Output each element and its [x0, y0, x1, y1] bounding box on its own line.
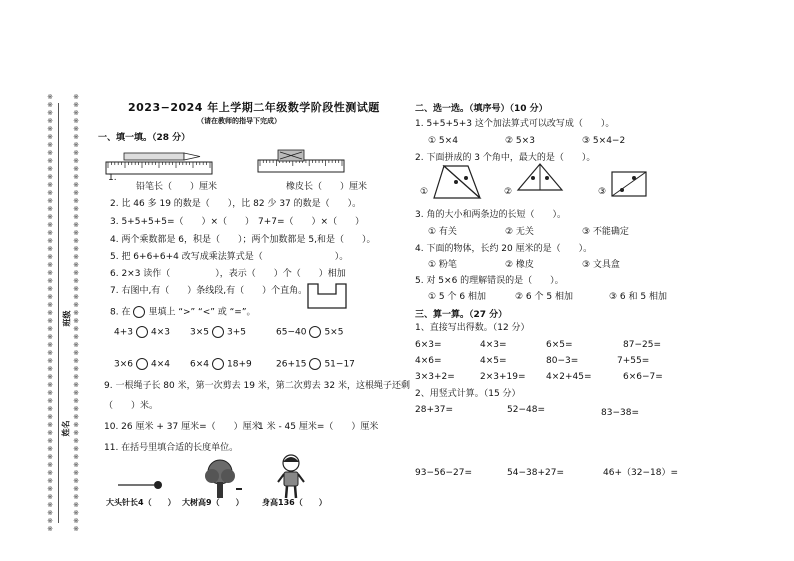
- choice-2-opt-1: ①: [420, 187, 429, 197]
- q8-item-6: 26+15 51−17: [276, 359, 355, 370]
- oral-3-4: 6×6−7=: [623, 372, 663, 382]
- q11-tree-label: 大树高9（ ）: [182, 498, 244, 507]
- q8-item-2: 3×5 3+5: [190, 327, 246, 338]
- pin-icon: [116, 478, 164, 492]
- q8-item-1: 4+3 4×3: [114, 327, 170, 338]
- q10-text-a: 10. 26 厘米 + 37 厘米=（ ）厘米: [104, 422, 261, 432]
- binding-x-column-right: ※※※※※※※※※※※※※※※※※※※※※※※※※※※※※※※※※※※※※※※※※※※※※※※※※※※※※※※: [73, 93, 79, 533]
- binding-x-column-left: ※※※※※※※※※※※※※※※※※※※※※※※※※※※※※※※※※※※※※※※※※※※※※※※※※※※※※※※: [47, 93, 53, 533]
- q7-shape-figure: [306, 280, 348, 310]
- choice-5-opt-1: ① 5 个 6 相加: [428, 292, 486, 302]
- compare-circle-icon: [136, 326, 148, 338]
- choice-3-opt-3: ③ 不能确定: [582, 227, 629, 237]
- q5-text: 5. 把 6+6+6+4 改写成乘法算式是（ ）。: [110, 252, 349, 262]
- choice-5-opt-3: ③ 6 和 5 相加: [609, 292, 667, 302]
- vertical-2: 52−48=: [507, 405, 545, 415]
- tree-icon: [200, 458, 246, 500]
- name-label: 姓名: [60, 420, 71, 437]
- q11-pin-label: 大头针长4（ ）: [106, 498, 176, 507]
- compare-circle-icon: [309, 358, 321, 370]
- binding-line: [58, 103, 59, 523]
- oral-2-3: 80−3=: [546, 356, 579, 366]
- oral-3-2: 2×3+19=: [480, 372, 526, 382]
- q8-item-5: 6×4 18+9: [190, 359, 252, 370]
- choice-1-opt-1: ① 5×4: [428, 136, 458, 146]
- q3-text-a: 3. 5+5+5+5=（ ）×（ ）: [110, 217, 255, 227]
- q8-item-4: 3×6 4×4: [114, 359, 170, 370]
- choice-1-text: 1. 5+5+5+3 这个加法算式可以改写成（ ）。: [415, 119, 615, 129]
- choice-1-opt-3: ③ 5×4−2: [582, 136, 626, 146]
- q4-text: 4. 两个乘数都是 6，积是（ ）；两个加数都是 5,和是（ ）。: [110, 235, 376, 245]
- q1-eraser-length: 橡皮长（ ）厘米: [286, 182, 368, 192]
- q10-text-b: 1 米 - 45 厘米=（ ）厘米: [258, 422, 379, 432]
- q1-number: 1.: [108, 173, 117, 183]
- boy-icon: [276, 454, 306, 500]
- calc-2-heading: 2、用竖式计算。（15 分）: [415, 389, 521, 399]
- exam-subtitle: （请在教师的指导下完成）: [197, 117, 281, 125]
- choice-4-opt-3: ③ 文具盒: [582, 260, 620, 270]
- q6-text: 6. 2×3 读作（ ），表示（ ）个（ ）相加: [110, 269, 346, 279]
- binding-margin: [44, 93, 90, 533]
- choice-1-opt-2: ② 5×3: [505, 136, 535, 146]
- q3-text-b: 7+7=（ ）×（ ）: [258, 217, 365, 227]
- angle-figure-1: [432, 164, 482, 200]
- vertical-6: 46+（32−18）=: [603, 468, 678, 478]
- oral-1-1: 6×3=: [415, 340, 442, 350]
- pencil-ruler-figure: [104, 146, 216, 176]
- angle-figure-2: [516, 162, 564, 192]
- choice-4-opt-2: ② 橡皮: [505, 260, 534, 270]
- q1-pencil-length: 铅笔长（ ）厘米: [136, 182, 218, 192]
- compare-circle-icon: [136, 358, 148, 370]
- q8-prefix: 8. 在: [110, 307, 131, 318]
- q2-text: 2. 比 46 多 19 的数是（ ），比 82 少 37 的数是（ ）。: [110, 199, 362, 209]
- compare-circle-icon: [133, 306, 145, 318]
- eraser-ruler-figure: [256, 150, 348, 176]
- compare-circle-icon: [212, 326, 224, 338]
- section-3-heading: 三、算一算。（27 分）: [415, 310, 508, 320]
- choice-3-opt-2: ② 无关: [505, 227, 534, 237]
- angle-figure-3: [610, 170, 648, 198]
- oral-2-4: 7+55=: [617, 356, 650, 366]
- q11-text: 11. 在括号里填合适的长度单位。: [104, 443, 239, 453]
- choice-2-text: 2. 下面拼成的 3 个角中，最大的是（ ）。: [415, 153, 596, 163]
- section-2-heading: 二、选一选。（填序号）（10 分）: [415, 104, 548, 114]
- oral-1-4: 87−25=: [623, 340, 661, 350]
- choice-4-text: 4. 下面的物体，长约 20 厘米的是（ ）。: [415, 244, 593, 254]
- q8-suffix: 里填上 “>” “<” 或 “=”。: [148, 307, 256, 318]
- vertical-4: 93−56−27=: [415, 468, 472, 478]
- vertical-5: 54−38+27=: [507, 468, 564, 478]
- vertical-3: 83−38=: [601, 408, 639, 418]
- vertical-1: 28+37=: [415, 405, 453, 415]
- choice-5-text: 5. 对 5×6 的理解错误的是（ ）。: [415, 276, 564, 286]
- q11-height-label: 身高136（ ）: [262, 498, 327, 507]
- class-label: 班级: [61, 310, 72, 327]
- q7-text: 7. 右图中,有（ ）条线段,有（ ）个直角。: [110, 286, 308, 296]
- choice-2-opt-2: ②: [504, 187, 513, 197]
- exam-title: 2023−2024 年上学期二年级数学阶段性测试题: [128, 101, 380, 114]
- q8-instruction: [110, 306, 256, 319]
- oral-3-1: 3×3+2=: [415, 372, 455, 382]
- choice-3-text: 3. 角的大小和两条边的长短（ ）。: [415, 210, 566, 220]
- compare-circle-icon: [309, 326, 321, 338]
- oral-2-2: 4×5=: [480, 356, 507, 366]
- choice-3-opt-1: ① 有关: [428, 227, 457, 237]
- oral-1-3: 6×5=: [546, 340, 573, 350]
- calc-1-heading: 1、直接写出得数。（12 分）: [415, 323, 530, 333]
- section-1-heading: 一、填一填。（28 分）: [98, 133, 191, 143]
- oral-3-3: 4×2+45=: [546, 372, 592, 382]
- oral-1-2: 4×3=: [480, 340, 507, 350]
- q9-text-a: 9. 一根绳子长 80 米，第一次剪去 19 米，第二次剪去 32 米，这根绳子还剩: [104, 381, 410, 391]
- oral-2-1: 4×6=: [415, 356, 442, 366]
- choice-4-opt-1: ① 粉笔: [428, 260, 457, 270]
- q8-item-3: 65−40 5×5: [276, 327, 344, 338]
- choice-5-opt-2: ② 6 个 5 相加: [515, 292, 573, 302]
- q9-text-b: （ ）米。: [104, 401, 159, 411]
- compare-circle-icon: [212, 358, 224, 370]
- choice-2-opt-3: ③: [598, 187, 607, 197]
